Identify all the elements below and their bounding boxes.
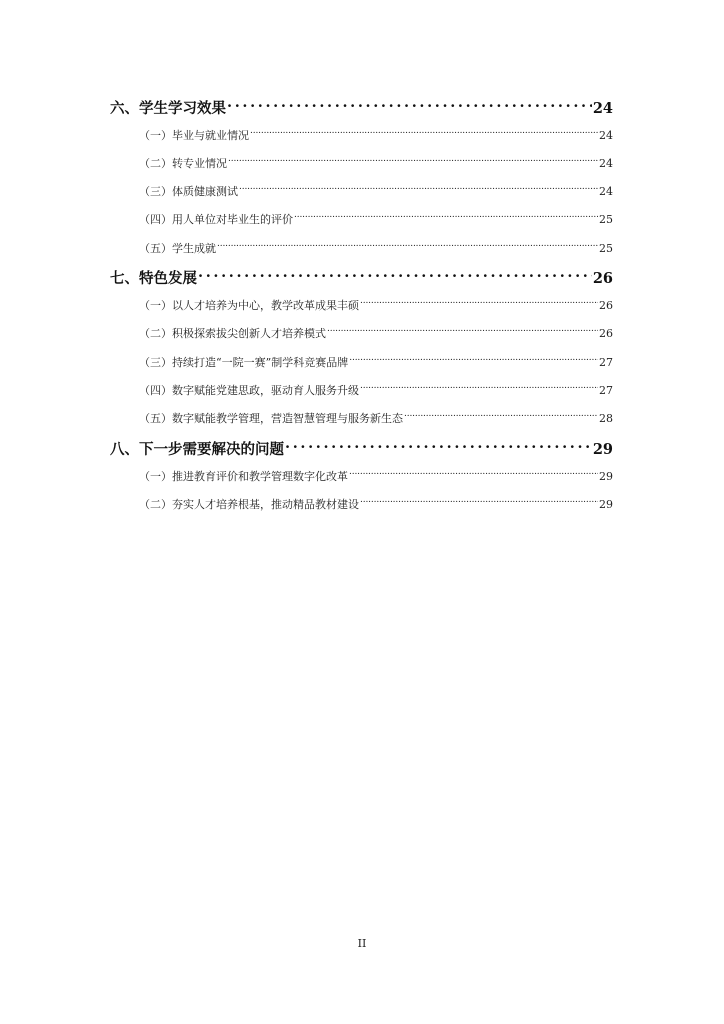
toc-page-number: 25 xyxy=(599,213,613,226)
toc-subsection[interactable] xyxy=(139,179,613,198)
toc-page-number: 24 xyxy=(592,100,613,117)
toc-label: （五）数字赋能教学管理，营造智慧管理与服务新生态 xyxy=(139,412,403,425)
toc-label: 七、特色发展 xyxy=(110,270,197,287)
toc-leader-dots xyxy=(360,378,598,394)
toc-leader-dots xyxy=(327,321,598,337)
toc-page-number: 24 xyxy=(599,157,613,170)
toc-label: （四）用人单位对毕业生的评价 xyxy=(139,213,293,226)
toc-leader-dots xyxy=(349,464,598,480)
toc-page-number: 25 xyxy=(599,242,613,255)
toc-page-number: 26 xyxy=(592,270,613,287)
toc-label: （二）夯实人才培养根基，推动精品教材建设 xyxy=(139,498,359,511)
toc-subsection[interactable] xyxy=(139,123,613,142)
toc-subsection[interactable] xyxy=(139,151,613,170)
toc-leader-dots xyxy=(294,207,598,223)
toc-page-number: 29 xyxy=(599,498,613,511)
toc-subsection[interactable] xyxy=(139,350,613,369)
toc-page-number: 28 xyxy=(599,412,613,425)
toc-leader-dots xyxy=(228,151,598,167)
toc-leader-dots xyxy=(404,406,598,422)
toc-section-6[interactable] xyxy=(110,93,613,117)
toc-page-number: 27 xyxy=(599,384,613,397)
toc-leader-dots xyxy=(360,492,598,508)
toc-subsection[interactable] xyxy=(139,321,613,340)
toc-section-8[interactable] xyxy=(110,434,613,458)
toc-subsection[interactable] xyxy=(139,207,613,226)
toc-label: （一）毕业与就业情况 xyxy=(139,129,249,142)
toc-page-number: 26 xyxy=(599,327,613,340)
toc-label: （二）积极探索拔尖创新人才培养模式 xyxy=(139,327,326,340)
toc-subsection[interactable] xyxy=(139,406,613,425)
toc-label: （三）持续打造“一院一赛”制学科竞赛品牌 xyxy=(139,356,349,369)
toc-subsection[interactable] xyxy=(139,378,613,397)
toc-label: （一）以人才培养为中心，教学改革成果丰硕 xyxy=(139,299,359,312)
toc-label: （三）体质健康测试 xyxy=(139,185,238,198)
toc-section-7[interactable] xyxy=(110,263,613,287)
toc-label: （二）转专业情况 xyxy=(139,157,227,170)
toc-leader-dots xyxy=(349,350,598,366)
toc-label: （四）数字赋能党建思政，驱动育人服务升级 xyxy=(139,384,359,397)
toc-page-number: 29 xyxy=(599,470,613,483)
toc-subsection[interactable] xyxy=(139,464,613,483)
toc-leader-dots xyxy=(239,179,598,195)
toc-page-number: 29 xyxy=(592,441,613,458)
toc-leader-dots xyxy=(198,263,592,283)
page-number-footer: II xyxy=(357,937,367,950)
toc-page-number: 24 xyxy=(599,129,613,142)
toc-label: 八、下一步需要解决的问题 xyxy=(110,441,284,458)
toc-leader-dots xyxy=(285,434,592,454)
toc-subsection[interactable] xyxy=(139,492,613,511)
toc-leader-dots xyxy=(217,236,598,252)
toc-page-number: 26 xyxy=(599,299,613,312)
toc-leader-dots xyxy=(360,293,598,309)
toc-subsection[interactable] xyxy=(139,236,613,255)
toc-label: 六、学生学习效果 xyxy=(110,100,226,117)
toc-leader-dots xyxy=(227,93,592,113)
toc-leader-dots xyxy=(250,123,598,139)
toc-label: （一）推进教育评价和教学管理数字化改革 xyxy=(139,470,348,483)
toc-subsection[interactable] xyxy=(139,293,613,312)
toc-label: （五）学生成就 xyxy=(139,242,216,255)
toc-page-number: 24 xyxy=(599,185,613,198)
toc-page-number: 27 xyxy=(599,356,613,369)
